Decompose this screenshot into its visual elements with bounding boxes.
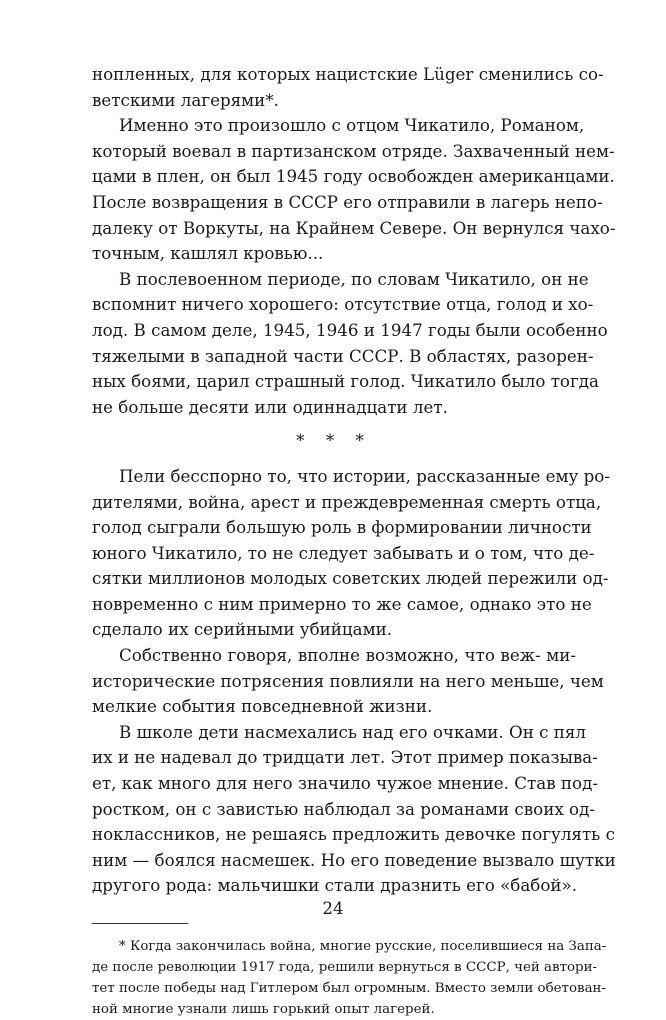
- text-line: далеку от Воркуты, на Крайнем Севере. Он вернулся чахо-: [92, 217, 616, 238]
- text-line: голод сыграли большую роль в формировании личности: [92, 517, 592, 538]
- text-line: дителями, война, арест и преждевременная смерть отца,: [92, 491, 602, 512]
- text-line: Собственно говоря, вполне возможно, что веж- ми-: [119, 645, 576, 666]
- text-line: лод. В самом деле, 1945, 1946 и 1947 годы были особенно: [92, 319, 608, 340]
- text-line: ростком, он с завистью наблюдал за романами своих од-: [92, 798, 596, 819]
- paragraph: [92, 267, 608, 421]
- paragraph: [92, 720, 616, 899]
- text-line: который воевал в партизанском отряде. Захваченный нем-: [92, 140, 615, 161]
- paragraph: [92, 643, 604, 720]
- text-line: ним — боялся насмешек. Но его поведение вызвало шутки: [92, 849, 616, 870]
- text-line: сделало их серийными убийцами.: [92, 619, 392, 640]
- text-line: ных боями, царил страшный голод. Чикатило было тогда: [92, 371, 599, 392]
- text-line: цами в плен, он был 1945 году освобожден американцами.: [92, 166, 615, 187]
- text-line: ет, как много для него значило чужое мнение. Став под-: [92, 773, 599, 794]
- paragraph: [92, 62, 604, 113]
- text-line: В школе дети насмехались над его очками. Он с пял: [119, 721, 587, 742]
- text-line: ветскими лагерями*.: [92, 89, 279, 110]
- footnote-line: тет после победы над Гитлером был огромным. Вместо земли обетован-: [92, 981, 606, 996]
- paragraph: [92, 464, 610, 643]
- text-line: Именно это произошло с отцом Чикатило, Романом,: [119, 115, 585, 136]
- section-separator: * * *: [296, 430, 372, 451]
- text-line: не больше десяти или одиннадцати лет.: [92, 396, 448, 417]
- text-line: нопленных, для которых нацистские Lüger сменились со-: [92, 64, 604, 84]
- footnote: [92, 936, 607, 1020]
- text-line: сятки миллионов молодых советских людей пережили од-: [92, 568, 609, 589]
- footnote-line: * Когда закончилась война, многие русские, поселившиеся на Запа-: [119, 939, 607, 954]
- footnote-line: де после революции 1917 года, решили вернуться в СССР, чей автори-: [92, 960, 598, 975]
- footnote-line: ной многие узнали лишь горький опыт лагерей.: [92, 1002, 435, 1017]
- text-line: другого рода: мальчишки стали дразнить его «бабой».: [92, 875, 578, 896]
- text-line: тяжелыми в западной части СССР. В областях, разорен-: [92, 345, 594, 366]
- text-line: исторические потрясения повлияли на него меньше, чем: [92, 670, 604, 691]
- footnote-divider: [92, 923, 188, 924]
- text-line: новременно с ним примерно то же самое, однако это не: [92, 593, 592, 614]
- text-line: их и не надевал до тридцати лет. Этот пример показыва-: [92, 747, 598, 768]
- text-line: ноклассников, не решаясь предложить девочке погулять с: [92, 824, 615, 845]
- paragraph: [92, 113, 616, 267]
- text-line: точным, кашлял кровью...: [92, 243, 324, 264]
- page-body: [92, 62, 616, 1020]
- text-line: После возвращения в СССР его отправили в лагерь непо-: [92, 191, 603, 212]
- text-line: Пели бесспорно то, что истории, рассказанные ему ро-: [119, 465, 610, 486]
- text-line: вспомнит ничего хорошего: отсутствие отца, голод и хо-: [92, 294, 594, 315]
- text-line: юного Чикатило, то не следует забывать и о том, что де-: [92, 542, 595, 563]
- text-line: В послевоенном периоде, по словам Чикатило, он не: [119, 268, 589, 289]
- text-line: мелкие события повседневной жизни.: [92, 696, 433, 717]
- page-number: 24: [322, 898, 344, 918]
